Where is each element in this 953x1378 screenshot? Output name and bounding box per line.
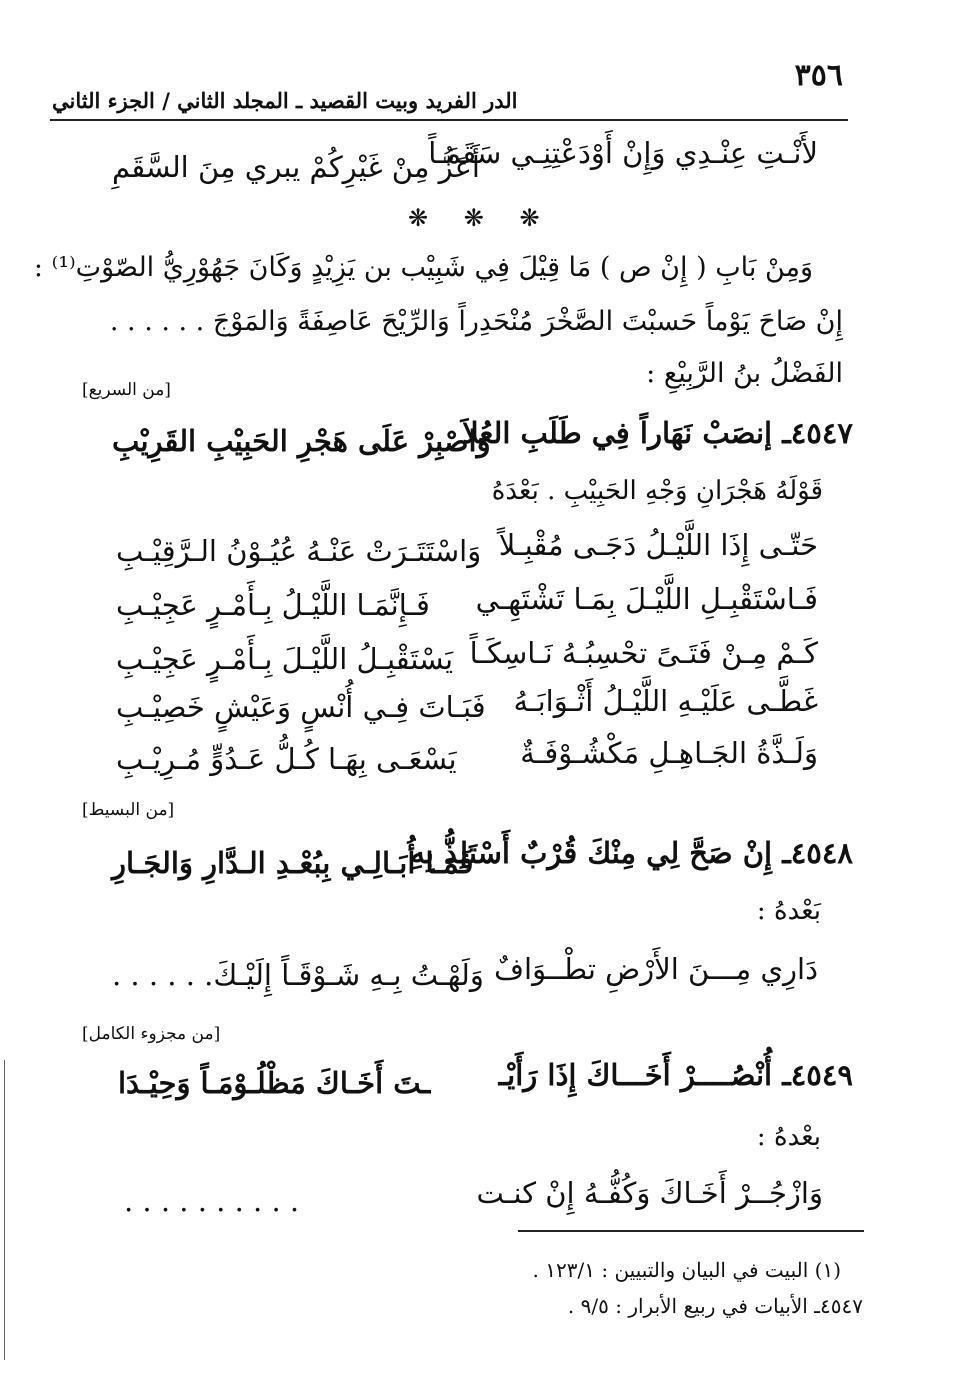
couplet-3-right: كَـمْ مِـنْ فَتَـىً تحْسِبُـهُ نَـاسِكَـاً <box>469 636 818 670</box>
couplet-1-right: حَتّـى إِذَا اللَّيْـلُ دَجَـى مُقْبِـلاً <box>498 528 818 562</box>
verse-number-4547: ٤٥٤٧ـ <box>782 416 853 450</box>
verse-number-4548: ٤٥٤٨ـ <box>782 836 853 870</box>
footnote-4547: ٤٥٤٧ـ الأبيات في ربيع الأبرار : ٩/٥ . <box>567 1294 863 1318</box>
verse-4547-left: وَاصْبِرْ عَلَى هَجْرِ الحَبِيْبِ القَرِيْبِ <box>112 424 491 458</box>
scan-edge-line <box>4 1060 5 1360</box>
meter-label-sari: [من السريع] <box>82 380 171 400</box>
verse-4549b-left: . . . . . . . . . . <box>124 1184 300 1218</box>
top-verse-left: أَعَزُّ مِنْ غَيْرِكُمْ يبري مِنَ السَّقَمِ <box>112 150 480 184</box>
running-title: الدر الفريد وبيت القصيد ـ المجلد الثاني / الجزء الثاني <box>52 88 518 113</box>
verse-4547-first-half: إنصَبْ نَهَاراً فِي طَلَبِ العُلاَ <box>462 416 773 450</box>
couplet-4-left: فَبَـاتَ فِـي أُنْسٍ وَعَيْشٍ خَصِيْـبِ <box>116 690 486 724</box>
verse-number-4549: ٤٥٤٩ـ <box>782 1058 853 1092</box>
couplet-2-left: فَـإِنَّمَـا اللَّيْـلُ بِـأَمْـرٍ عَجِيْـبِ <box>116 588 430 622</box>
header-rule <box>50 119 848 121</box>
couplet-4-right: غَطَّـى عَلَيْـهِ اللَّيْـلُ أَثْـوَابَـهُ <box>513 684 818 718</box>
verse-4548b-right: دَارِي مِـــنَ الأَرْضِ تطْــوَافٌ <box>493 952 818 986</box>
verse-4548b-left: وَلَهْـتُ بِـهِ شَـوْقَـاً إِلَيْـكَ. . . . . . <box>112 958 484 992</box>
verse-4548-first-half: إِنْ صَحَّ لِي مِنْكَ قُرْبٌ أَسْتَلِذُّ بِهِ <box>410 836 773 870</box>
verse-4549b-right: وَازْجُــرْ أَخَـاكَ وَكُفُّـهُ إِنْ كنـت <box>476 1176 823 1210</box>
verse-4549-first-half: أُنْصُــــرْ أَخَـــاكَ إِذَا رَأَيْـ <box>498 1058 773 1092</box>
couplet-5-left: يَسْعَـى بِهَـا كُـلُّ عَـدُوٍّ مُـرِيْـبِ <box>116 742 457 776</box>
verse-4549-right <box>499 1058 853 1092</box>
meter-label-basit: [من البسيط] <box>82 800 175 820</box>
couplet-3-left: يَسْتَقْبِـلُ اللَّيْـلَ بِـأَمْـرٍ عَجِيْـبِ <box>116 642 454 676</box>
verse-4549-left: ـتَ أَخَـاكَ مَظْلُـوْمَـاً وَحِيْـدَا <box>118 1066 431 1100</box>
intro-line-3: الفَضْلُ بنُ الرَّبِيْعِ : <box>646 358 843 389</box>
couplet-1-left: وَاسْتَتَـرَتْ عَنْـهُ عُيُـوْنُ الـرَّقِيْـبِ <box>116 534 482 568</box>
intro-line-1: وَمِنْ بَابِ ( إِنْ ص ) مَا قِيْلَ فِي شَبِيْب بن يَزِيْدٍ وَكَانَ جَهُوْرِيُّ الصّوْتِ⁽¹⁾ : <box>33 252 813 283</box>
section-separator: ❋ ❋ ❋ <box>408 204 554 232</box>
top-verse-right: لأَنْـتِ عِنْـدِي وَإِنْ أَوْدَعْتِنِـي سَقَمَـاً <box>428 136 818 170</box>
verse-4547-right <box>462 416 853 450</box>
couplet-2-right: فَـاسْتَقْبِـلِ اللَّيْـلَ بِمَـا تَشْتَهِـي <box>475 582 818 616</box>
note-after-4548: بَعْدهُ : <box>756 896 821 926</box>
footnote-1: (١) البيت في البيان والتبيين : ١٢٣/١ . <box>532 1258 841 1282</box>
meter-label-kamil: [من مجزوء الكامل] <box>82 1024 221 1044</box>
note-after-4547: قَوْلَهُ هَجْرَانِ وَجْهِ الحَبِيْبِ . بَعْدَهُ <box>491 476 823 506</box>
verse-4548-right <box>410 836 853 870</box>
footnote-rule <box>518 1230 864 1232</box>
intro-line-2: إِنْ صَاحَ يَوْماً حَسبْتَ الصَّخْرَ مُنْحَدِراً وَالرِّيْحَ عَاصِفَةً وَالمَوْجَ . . . . . . <box>109 306 843 337</box>
page-number: ٣٥٦ <box>794 58 843 93</box>
verse-4548-left: فَمَـا أُبَـالِـي بِبُعْـدِ الـدَّارِ وَالجَـارِ <box>112 846 474 880</box>
note-after-4549: بعْدهُ : <box>756 1122 821 1152</box>
couplet-5-right: وَلَـذَّةُ الجَـاهِـلِ مَكْشُـوْفَـةٌ <box>520 736 818 770</box>
